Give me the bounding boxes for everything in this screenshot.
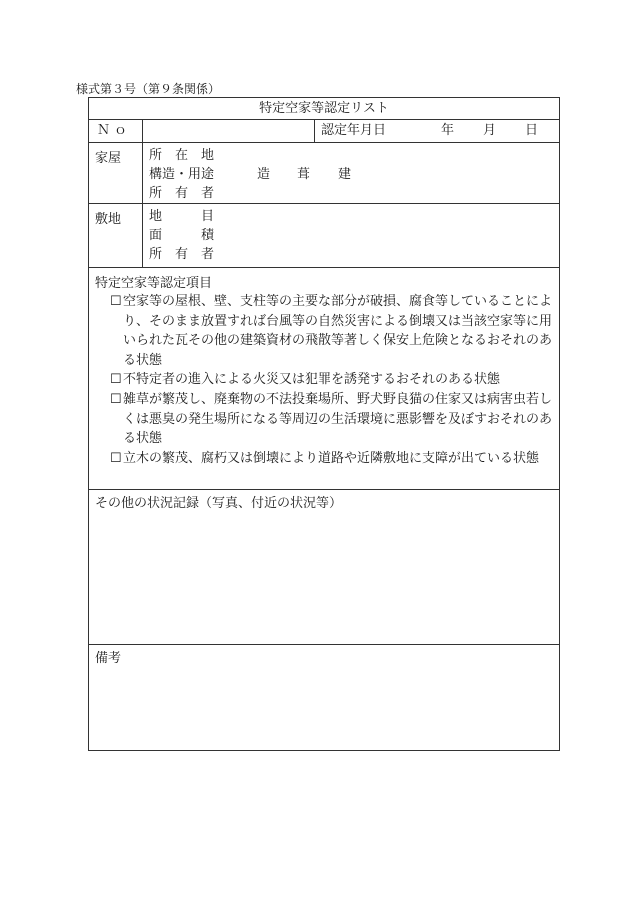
- house-fields: [149, 146, 559, 203]
- house-section: [89, 143, 559, 204]
- criteria-section: [89, 268, 559, 490]
- site-area-field[interactable]: [149, 226, 559, 245]
- checkbox-icon[interactable]: ☐: [110, 372, 122, 388]
- site-owner-field[interactable]: [149, 245, 559, 264]
- criteria-item-text: 立木の繁茂、腐朽又は倒壊により道路や近隣敷地に支障が出ている状態: [123, 450, 540, 466]
- number-label: Ｎｏ: [89, 120, 143, 142]
- number-field[interactable]: [143, 120, 315, 142]
- remarks-section[interactable]: [89, 645, 559, 750]
- site-owner-label: 所 有 者: [149, 247, 215, 262]
- checkbox-icon[interactable]: ☐: [110, 391, 122, 407]
- certification-date-field[interactable]: [315, 120, 559, 142]
- month-label: 月: [483, 123, 497, 138]
- form-title: 特定空家等認定リスト: [89, 98, 559, 120]
- site-category-label: 地 目: [149, 209, 215, 224]
- day-label: 日: [525, 123, 539, 138]
- structure-option-date: 建: [338, 167, 352, 182]
- form-number: 様式第３号（第９条関係）: [76, 82, 221, 96]
- house-owner-field[interactable]: [149, 184, 559, 203]
- structure-option-zo: 造: [257, 167, 271, 182]
- remarks-title: 備考: [95, 651, 122, 666]
- criteria-item-environment: [110, 390, 552, 449]
- house-label: 家屋: [89, 143, 143, 203]
- situation-notes-title: その他の状況記録（写真、付近の状況等）: [95, 496, 343, 511]
- site-fields: [149, 207, 559, 264]
- criteria-item-text: 空家等の屋根、壁、支柱等の主要な部分が破損、腐食等していることにより、そのまま放置すれば台風等の自然災害による倒壊又は当該空家等に用いられた瓦その他の建築資材の飛散等著しく保安上危険となるおそれのある状態: [123, 294, 553, 368]
- site-section: [89, 204, 559, 268]
- checkbox-icon[interactable]: ☐: [110, 294, 122, 309]
- house-owner-label: 所 有 者: [149, 186, 215, 201]
- house-location-label: 所 在 地: [149, 148, 215, 163]
- house-location-field[interactable]: [149, 146, 559, 165]
- criteria-item-dangerous: [110, 292, 552, 370]
- checkbox-icon[interactable]: ☐: [110, 450, 122, 466]
- certification-form: [88, 97, 560, 751]
- situation-notes-section[interactable]: [89, 490, 559, 645]
- year-label: 年: [441, 123, 455, 138]
- criteria-item-fire-crime: [110, 370, 552, 390]
- structure-option-buki: 葺: [297, 167, 311, 182]
- criteria-item-text: 不特定者の進入による火災又は犯罪を誘発するおそれのある状態: [123, 372, 501, 388]
- number-date-row: [89, 120, 559, 143]
- criteria-list: [110, 292, 552, 468]
- criteria-title: 特定空家等認定項目: [95, 276, 213, 291]
- site-area-label: 面 積: [149, 228, 215, 243]
- criteria-item-trees: [110, 449, 552, 469]
- site-label: 敷地: [89, 204, 143, 267]
- house-structure-label: 構造・用途: [149, 167, 215, 182]
- site-category-field[interactable]: [149, 207, 559, 226]
- date-label: 認定年月日: [321, 123, 387, 138]
- house-structure-field[interactable]: [149, 165, 559, 184]
- criteria-item-text: 雑草が繁茂し、廃棄物の不法投棄場所、野犬野良猫の住家又は病害虫若しくは悪臭の発生場所になる等周辺の生活環境に悪影響を及ぼすおそれのある状態: [123, 391, 553, 447]
